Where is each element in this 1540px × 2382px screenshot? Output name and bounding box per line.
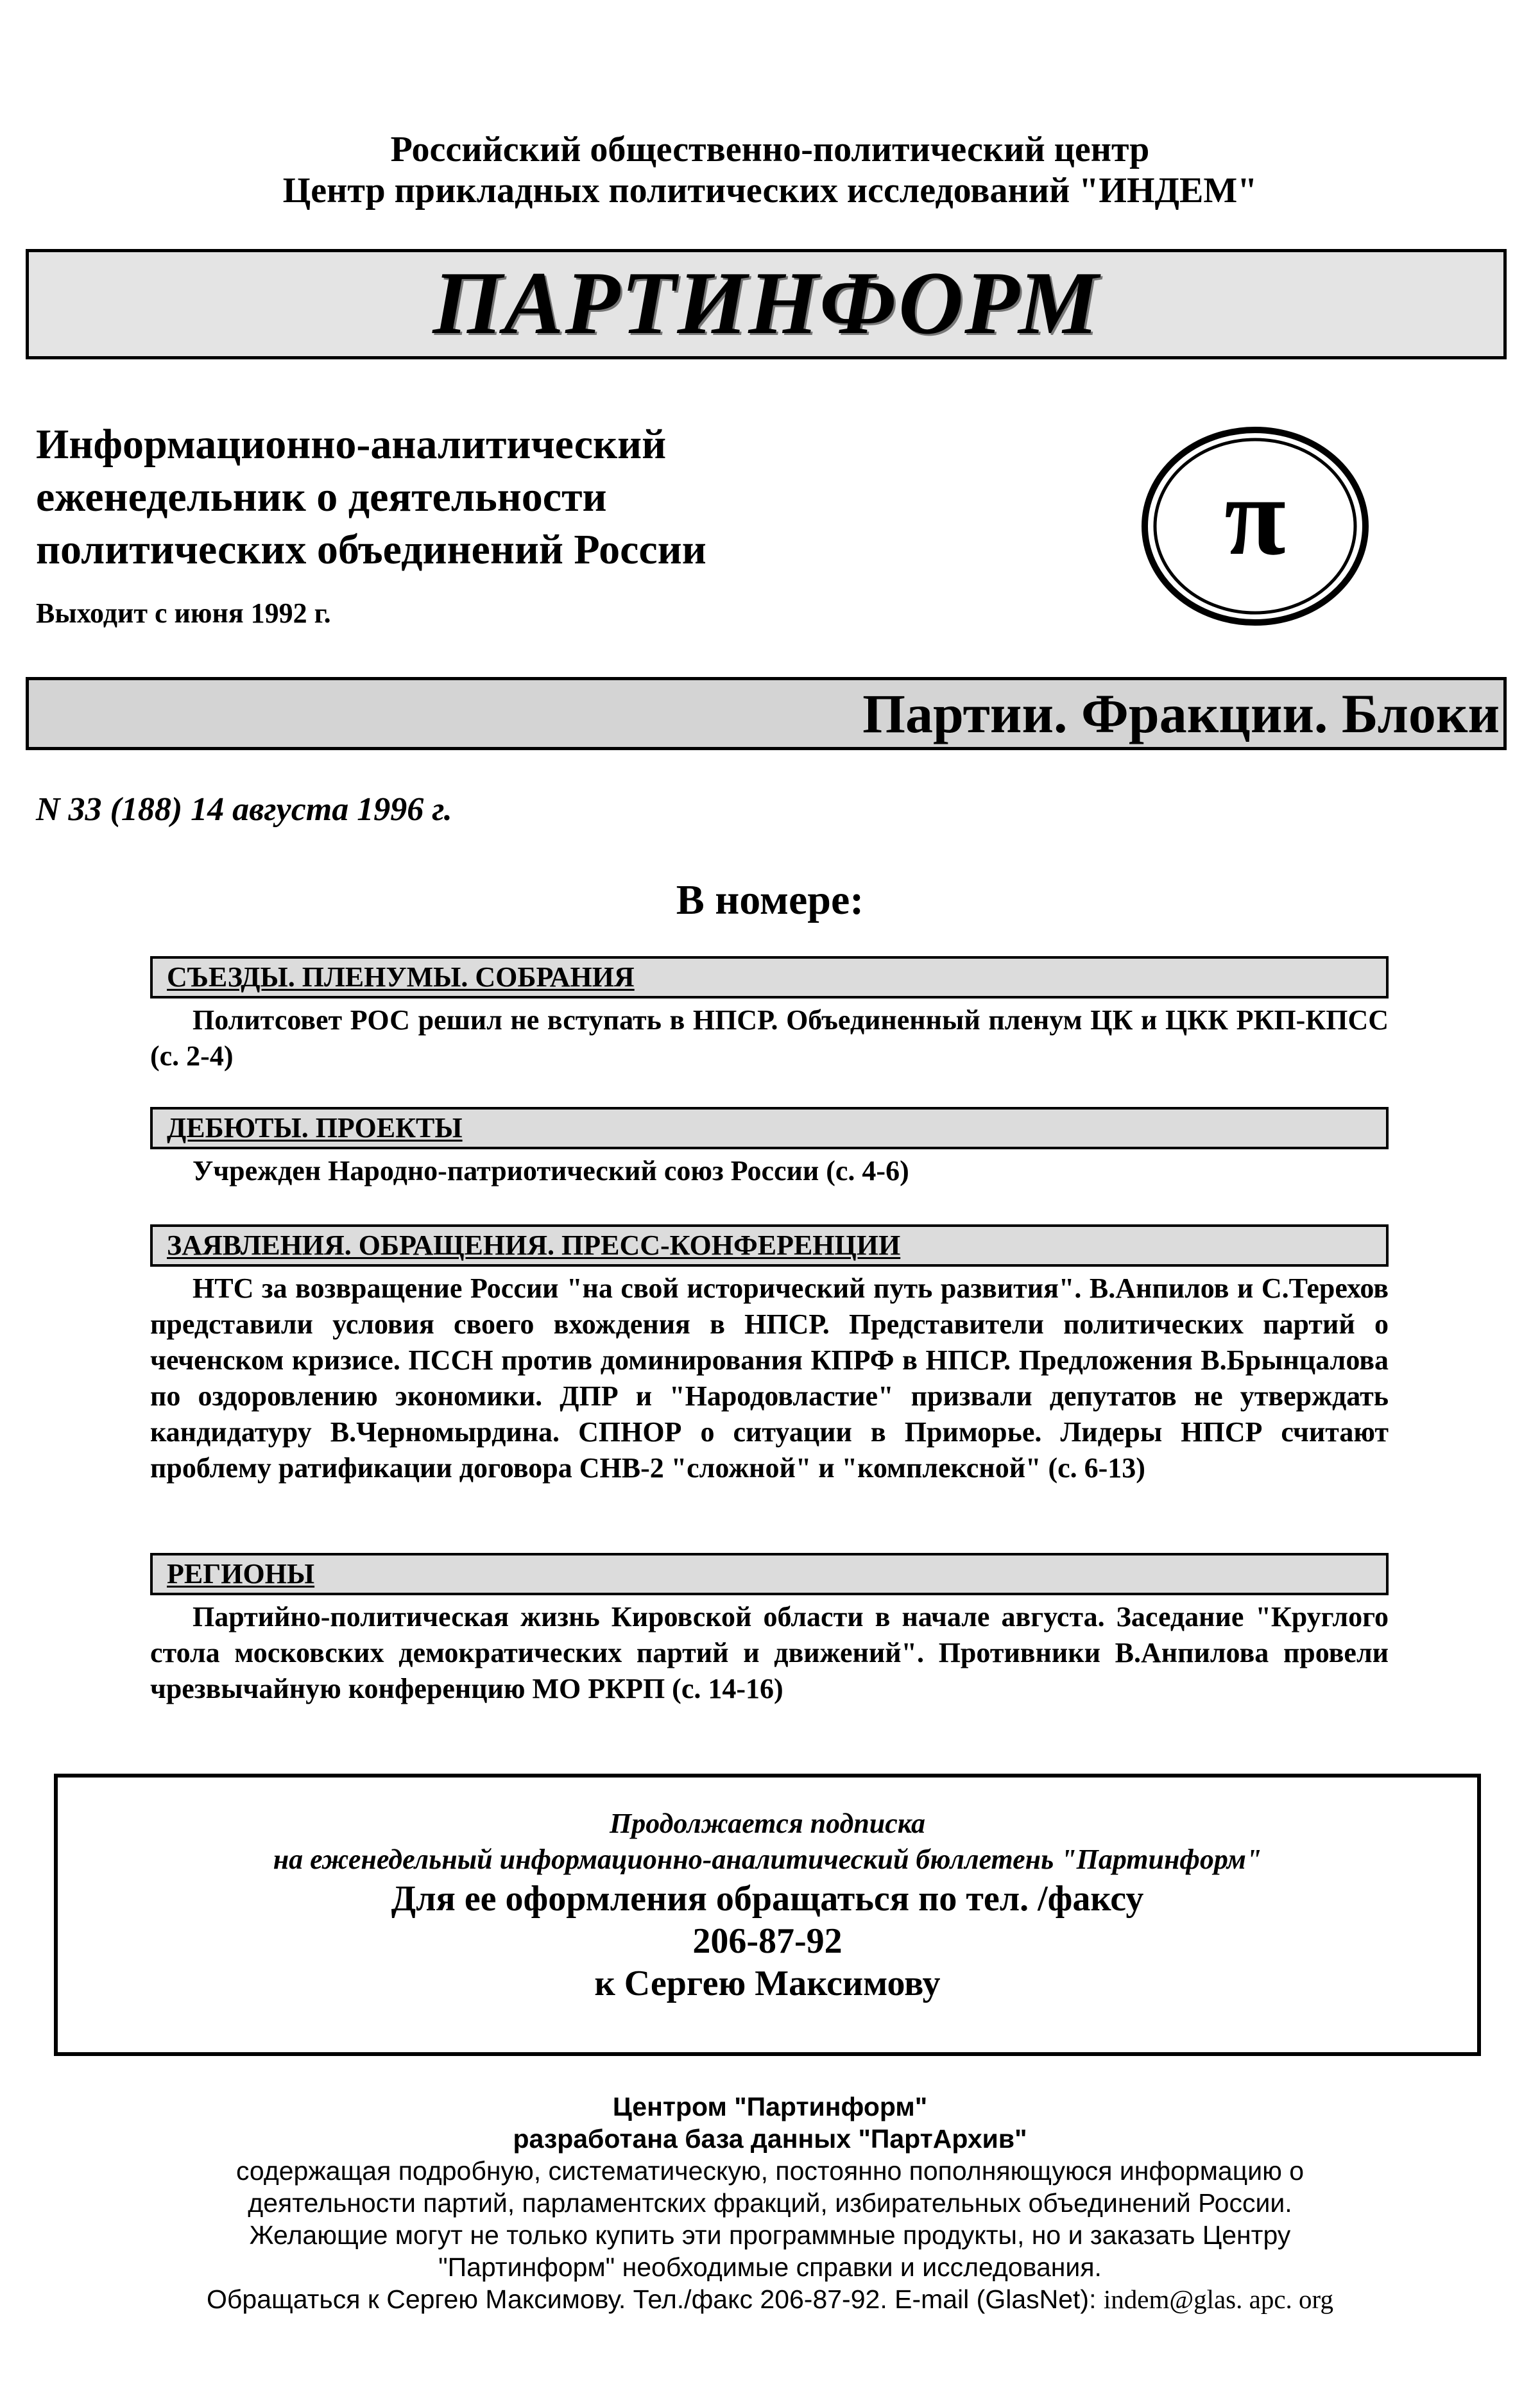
publication-description bbox=[36, 418, 706, 576]
footer-contact-line bbox=[0, 2283, 1540, 2315]
footer-line: "Партинформ" необходимые справки и исследования. bbox=[438, 2252, 1102, 2282]
footer-contact-text: Обращаться к Сергею Максимову. Тел./факс 206-87-92. E-mail (GlasNet): bbox=[207, 2284, 1104, 2314]
section-title: ЗАЯВЛЕНИЯ. ОБРАЩЕНИЯ. ПРЕСС-КОНФЕРЕНЦИИ bbox=[167, 1230, 901, 1261]
section-title: СЪЕЗДЫ. ПЛЕНУМЫ. СОБРАНИЯ bbox=[167, 961, 635, 993]
description-line: еженедельник о деятельности bbox=[36, 474, 607, 520]
section-summary: Партийно-политическая жизнь Кировской области в начале августа. Заседание "Круглого стола московских демократических партий и движений". Противники В.Анпилова провели чрезвычайную конференцию МО РКРП (с. 14-16) bbox=[150, 1601, 1389, 1704]
description-line: Информационно-аналитический bbox=[36, 421, 667, 468]
subscription-contact-line: Для ее оформления обращаться по тел. /факсу bbox=[391, 1879, 1144, 1919]
masthead-banner bbox=[26, 249, 1507, 359]
since-note: Выходит с июня 1992 г. bbox=[36, 597, 331, 629]
section-title: ДЕБЮТЫ. ПРОЕКТЫ bbox=[167, 1112, 463, 1144]
section-title: РЕГИОНЫ bbox=[167, 1558, 315, 1589]
description-line: политических объединений России bbox=[36, 526, 706, 573]
email-address[interactable]: indem@glas. apc. org bbox=[1103, 2284, 1333, 2314]
database-notice bbox=[0, 2091, 1540, 2315]
publisher-line: Российский общественно-политический центр bbox=[390, 130, 1150, 169]
section-header bbox=[150, 1107, 1389, 1149]
tagline-banner bbox=[26, 677, 1507, 750]
section-summary: Политсовет РОС решил не вступать в НПСР. Объединенный пленум ЦК и ЦКК РКП-КПСС (с. 2-4) bbox=[150, 1004, 1389, 1072]
subscription-phone: 206-87-92 bbox=[692, 1921, 843, 1961]
section-header bbox=[150, 956, 1389, 998]
in-issue-heading: В номере: bbox=[676, 877, 864, 923]
masthead-title: ПАРТИНФОРМ bbox=[432, 253, 1100, 353]
issue-number-date: N 33 (188) 14 августа 1996 г. bbox=[36, 791, 452, 828]
footer-line: деятельности партий, парламентских фракций, избирательных объединений России. bbox=[248, 2188, 1292, 2218]
logo-symbol: π bbox=[1224, 454, 1286, 578]
subscription-contact-person: к Сергею Максимову bbox=[594, 1964, 941, 2003]
subscription-line: Продолжается подписка bbox=[609, 1808, 926, 1839]
section-summary: НТС за возвращение России "на свой исторический путь развития". В.Анпилов и С.Терехов представили условия своего вхождения в НПСР. Представители политических партий о чеченском кризисе. ПССН против доминирования КПРФ в НПСР. Предложения В.Брынцалова по оздоровлению экономики. ДПР и "Народовластие" призвали депутатов не утверждать кандидатуру В.Черномырдина. СПНОР о ситуации в Приморье. Лидеры НПСР считают проблему ратификации договора СНВ-2 "сложной" и "комплексной" (с. 6-13) bbox=[150, 1272, 1389, 1484]
pi-circle-logo-icon bbox=[1136, 422, 1373, 626]
center-line: Центр прикладных политических исследований "ИНДЕМ" bbox=[282, 171, 1258, 210]
footer-line: содержащая подробную, систематическую, постоянно пополняющуюся информацию о bbox=[235, 2156, 1305, 2186]
tagline: Партии. Фракции. Блоки bbox=[862, 683, 1500, 744]
footer-line: разработана база данных "ПартАрхив" bbox=[513, 2124, 1027, 2154]
section-header bbox=[150, 1224, 1389, 1267]
footer-line: Центром "Партинформ" bbox=[612, 2092, 928, 2121]
section-header bbox=[150, 1553, 1389, 1595]
footer-line: Желающие могут не только купить эти программные продукты, но и заказать Центру bbox=[249, 2220, 1291, 2250]
section-summary: Учрежден Народно-патриотический союз России (с. 4-6) bbox=[193, 1155, 909, 1187]
subscription-box bbox=[54, 1774, 1481, 2056]
subscription-line: на еженедельный информационно-аналитический бюллетень "Партинформ" bbox=[273, 1844, 1262, 1875]
